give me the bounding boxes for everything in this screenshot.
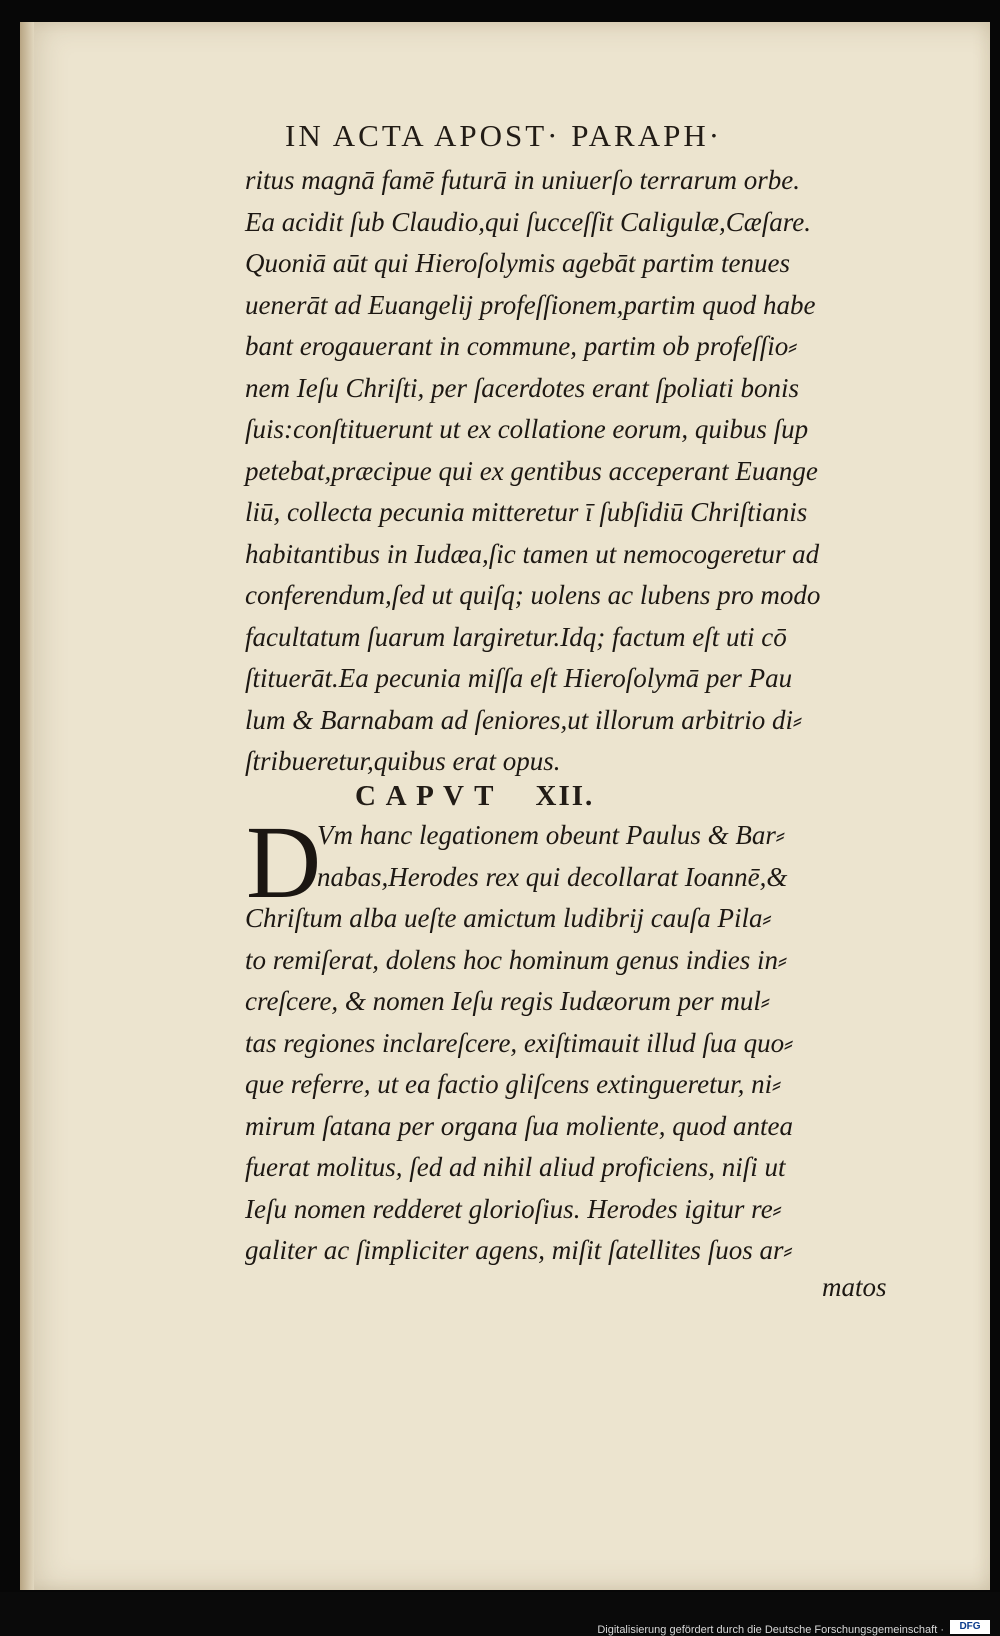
text-line: ſtituerāt.Ea pecunia miſſa eſt Hieroſolymā per Pau — [245, 663, 793, 693]
text-line: uenerāt ad Euangelij profeſſionem,partim quod habe — [245, 289, 816, 320]
text-line: Ieſu nomen redderet glorioſius. Herodes igitur re⸗ — [245, 1193, 782, 1224]
text-line: Ea acidit ſub Claudio,qui ſucceſſit Caligulæ,Cæſare. — [245, 206, 811, 237]
text-block-lower — [245, 805, 945, 1272]
chapter-number: XII. — [535, 780, 595, 812]
text-line: Vm hanc legationem obeunt Paulus & Bar⸗ — [317, 820, 785, 850]
dfg-logo: DFG — [950, 1620, 990, 1634]
text-line: tas regiones inclareſcere, exiſtimauit illud ſua quo⸗ — [245, 1027, 794, 1058]
digitization-credit: Digitalisierung gefördert durch die Deutsche Forschungsgemeinschaft · — [597, 1624, 944, 1636]
text-line: creſcere, & nomen Ieſu regis Iudæorum per mul⸗ — [245, 986, 770, 1016]
text-line: facultatum ſuarum largiretur.Idq; factum eſt uti cō — [245, 621, 787, 652]
text-line: fuerat molitus, ſed ad nihil aliud proficiens, niſi ut — [245, 1152, 786, 1182]
text-line: mirum ſatana per organa ſua moliente, quod antea — [245, 1110, 793, 1141]
text-line: lum & Barnabam ad ſeniores,ut illorum arbitrio di⸗ — [245, 704, 803, 735]
text-line: ſuis:conſtituerunt ut ex collatione eorum, quibus ſup — [245, 414, 809, 444]
text-line: ritus magnā famē futurā in uniuerſo terrarum orbe. — [245, 165, 801, 195]
drop-cap-initial: D — [246, 805, 322, 920]
catchword: matos — [822, 1272, 887, 1302]
text-line: galiter ac ſimpliciter agens, miſit ſatellites ſuos ar⸗ — [245, 1235, 793, 1265]
text-line: bant erogauerant in commune, partim ob profeſſio⸗ — [245, 331, 798, 361]
text-line: petebat,præcipue qui ex gentibus acceperant Euange — [245, 455, 818, 486]
text-line: Chriſtum alba ueſte amictum ludibrij cauſa Pila⸗ — [245, 903, 772, 933]
text-line: nabas,Herodes rex qui decollarat Ioannē,& — [317, 861, 788, 892]
text-line: Quoniā aūt qui Hieroſolymis agebāt partim tenues — [245, 248, 790, 278]
chapter-heading — [355, 780, 915, 813]
text-block-upper — [245, 160, 945, 783]
text-line: ſtribueretur,quibus erat opus. — [245, 746, 561, 776]
page-gutter-edge — [20, 22, 34, 1590]
text-line: liū, collecta pecunia mitteretur ī ſubſidiū Chriſtianis — [245, 497, 808, 527]
text-line: to remiſerat, dolens hoc hominum genus indies in⸗ — [245, 944, 787, 975]
running-header: IN ACTA APOST· PARAPH· — [285, 118, 723, 153]
text-line: conferendum,ſed ut quiſq; uolens ac lubens pro modo — [245, 580, 821, 610]
text-line: que referre, ut ea factio gliſcens extingueretur, ni⸗ — [245, 1069, 782, 1099]
text-line: nem Ieſu Chriſti, per ſacerdotes erant ſpoliati bonis — [245, 372, 799, 403]
text-line: habitantibus in Iudæa,ſic tamen ut nemocogeretur ad — [245, 538, 820, 569]
chapter-word: C A P V T — [355, 780, 496, 812]
